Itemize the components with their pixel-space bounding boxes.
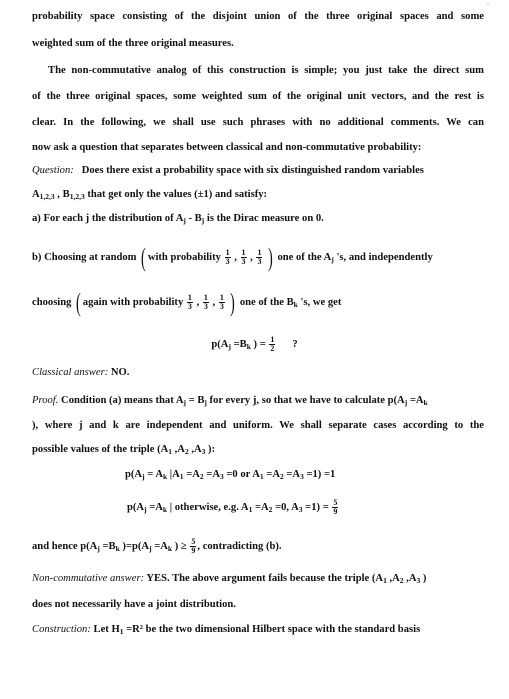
fraction: $\frac{5}{9}$ <box>191 537 196 555</box>
text-line: probability space consisting of the disjoint union of the three original spaces and some <box>32 11 484 22</box>
left-brace: ( <box>76 287 81 317</box>
right-brace: ) <box>230 287 236 317</box>
fraction: $\frac{5}{9}$ <box>333 498 338 516</box>
proof-line-3: possible values of the triple ($A_1$ $,A_2$ $,A_3$ ): <box>32 444 216 456</box>
classical-answer: Classical answer: NO. <box>32 367 130 378</box>
proof-line-2: ), where j and k are independent and uniform. We shall separate cases according to the <box>32 420 484 431</box>
fraction: $\frac{1}{3}$ <box>219 293 224 311</box>
fraction: $\frac{1}{2}$ <box>270 335 275 353</box>
non-commutative-answer: Non-commutative answer: YES. The above argument fails because the triple ($A_1$ $,A_2$ $,A_3$ ) <box>32 573 427 585</box>
text-line: of the three original spaces, some weighted sum of the original unit vectors, and the rest is <box>32 91 484 102</box>
text-line: clear. In the following, we shall use such phrases with no additional comments. We can <box>32 117 484 128</box>
text-line: now ask a question that separates between classical and non-commutative probability: <box>32 142 422 153</box>
text-line: weighted sum of the three original measures. <box>32 38 234 49</box>
proof-line-1: Proof. Condition (a) means that $A_j = B_j$ for every j, so that we have to calculate $p(A_j =A_k$ <box>32 395 428 407</box>
question-text: Does there exist a probability space with six distinguished random variables <box>81 165 424 176</box>
scan-speck: · <box>486 2 489 8</box>
text-span: that get only the values (±1) and satisfy: <box>87 189 268 200</box>
equation-question: $p(A_j =B_k$ ) = $\frac{1}{2}$ ? <box>211 335 298 353</box>
right-brace: ) <box>268 242 273 272</box>
condition-b-cont: choosing ( again with probability $\frac{1}{3}$ , $\frac{1}{3}$ , $\frac{1}{3}$ ) one of the $B_k$ 's, we get <box>32 287 342 317</box>
fraction: $\frac{1}{3}$ <box>203 293 208 311</box>
fraction: $\frac{1}{3}$ <box>257 248 262 266</box>
equation-case-1: $p(A_j = A_k$ $|A_1 =A_2 =A_3 =0$ or $A_1 =A_2 =A_3 =1) =1$ <box>125 469 336 481</box>
condition-a: a) For each j the distribution of $A_j - B_j$ is the Dirac measure on 0. <box>32 213 324 225</box>
question-line <box>32 164 484 178</box>
fraction: $\frac{1}{3}$ <box>241 248 246 266</box>
fraction: $\frac{1}{3}$ <box>225 248 230 266</box>
left-brace: ( <box>141 242 146 272</box>
text-line: The non-commutative analog of this construction is simple; you just take the direct sum <box>48 65 484 76</box>
text-line: does not necessarily have a joint distribution. <box>32 599 236 610</box>
condition-b: b) Choosing at random ( with probability $\frac{1}{3}$ , $\frac{1}{3}$ , $\frac{1}{3}$ ) one of the $A_j$ 's, and independently <box>32 242 433 272</box>
fraction: $\frac{1}{3}$ <box>187 293 192 311</box>
variables-line: $A_{1,2,3}$ , $B_{1,2,3}$ that get only the values (±1) and satisfy: <box>32 189 268 201</box>
construction-line: Construction: Let $H_1 =R^2$ be the two dimensional Hilbert space with the standard basis <box>32 624 421 636</box>
question-label: Question: <box>32 165 74 176</box>
hence-line: and hence $p(A_j =B_k$ )$=p(A_j =A_k$ ) ≥ $\frac{5}{9}$ , contradicting (b). <box>32 537 282 555</box>
equation-case-2: $p(A_j =A_k$ | otherwise, e.g. $A_1 =A_2 =0$, $A_3 =1$) = $\frac{5}{9}$ <box>127 498 338 516</box>
